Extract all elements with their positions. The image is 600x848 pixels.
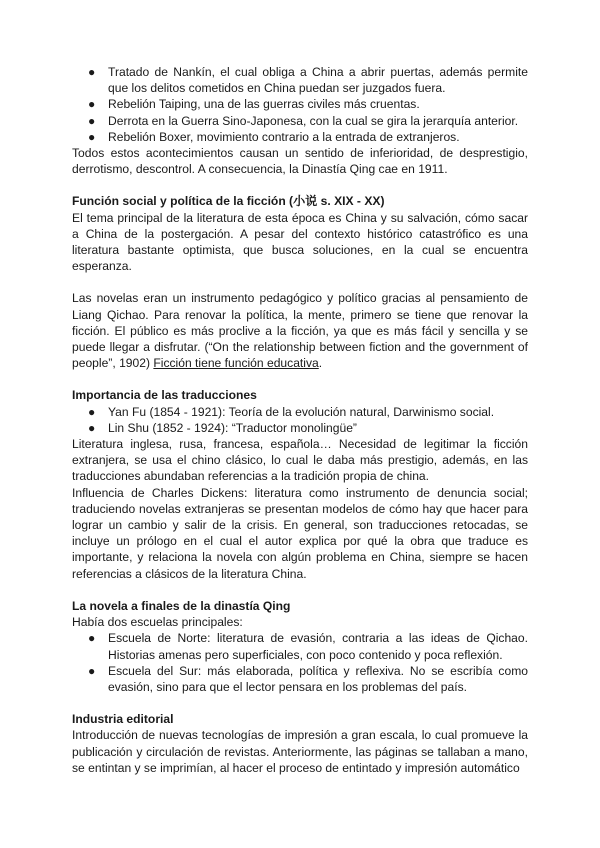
educational-function-link[interactable]: Ficción tiene función educativa — [153, 356, 319, 371]
bullet-icon: ● — [88, 420, 96, 435]
section-heading-translations: Importancia de las traducciones — [72, 388, 257, 403]
paragraph: Literatura inglesa, rusa, francesa, española… Necesidad de legitimar la ficción extranjera, se usa el chino clásico, lo cual le daba más prestigio, además, en las traducciones abundaban referencias a la tradición propia de china. — [72, 437, 528, 484]
list-item: ● Rebelión Boxer, movimiento contrario a la entrada de extranjeros. — [88, 129, 460, 144]
document-page — [72, 64, 528, 776]
bullet-icon: ● — [88, 65, 96, 79]
list-item: ● Escuela de Norte: literatura de evasión, contraria a las ideas de Qichao. Historias amenas pero superficiales, con poco contenido y poca reflexión. — [88, 631, 528, 662]
list-item: ● Escuela del Sur: más elaborada, política y reflexiva. No se escribía como evasión, sino para que el lector pensara en los problemas del país. — [88, 663, 528, 694]
bullet-icon: ● — [88, 631, 96, 646]
section-heading-fiction: Función social y política de la ficción (小说 s. XIX - XX) — [72, 194, 385, 209]
schools-list — [72, 630, 528, 695]
section-heading-publishing: Industria editorial — [72, 712, 174, 727]
paragraph: Influencia de Charles Dickens: literatura como instrumento de denuncia social; traduciendo novelas extranjeras se presentan modelos de cómo hay que hacer para lograr un cambio y salir de la crisis. En general, son traducciones retocadas, se incluye un prólogo en el cual el autor explica por qué la obra que traduce es importante, y relaciona la novela con algún problema en China, siempre se hacen referencias a clásicos de la literatura China. — [72, 485, 528, 581]
list-item: ● Tratado de Nankín, el cual obliga a China a abrir puertas, además permite que los delitos cometidos en China puedan ser juzgados fuera. — [88, 65, 528, 96]
paragraph: Introducción de nuevas tecnologías de impresión a gran escala, lo cual promueve la publicación y circulación de revistas. Anteriormente, las páginas se tallaban a mano, se entintan y se imprimían, al hacer el proceso de entintado y impresión automático — [72, 728, 528, 775]
bullet-icon: ● — [88, 113, 96, 128]
intro-paragraph: Todos estos acontecimientos causan un sentido de inferioridad, de desprestigio, derrotismo, descontrol. A consecuencia, la Dinastía Qing cae en 1911. — [72, 146, 528, 177]
list-item: ● Derrota en la Guerra Sino-Japonesa, con la cual se gira la jerarquía anterior. — [88, 113, 519, 128]
list-item: ● Lin Shu (1852 - 1924): “Traductor monolingüe” — [88, 420, 357, 435]
bullet-icon: ● — [88, 663, 96, 678]
paragraph: Había dos escuelas principales: — [72, 615, 243, 630]
translators-list — [72, 404, 528, 436]
paragraph: Las novelas eran un instrumento pedagógico y político gracias al pensamiento de Liang Qichao. Para renovar la política, la mente, primero se tiene que renovar la ficción. El público es más proclive a la ficción, ya que es más fácil y sencilla y se puede llegar a disfrutar. (“On the relationship between fiction and the government of people”, 1902) Ficción tiene función educativa. — [72, 291, 528, 371]
paragraph: El tema principal de la literatura de esta época es China y su salvación, cómo sacar a China de la postergación. A pesar del contexto histórico catastrófico es una literatura bastante optimista, que busca soluciones, en la cual se encuentra esperanza. — [72, 210, 528, 274]
bullet-icon: ● — [88, 404, 96, 419]
list-item: ● Yan Fu (1854 - 1921): Teoría de la evolución natural, Darwinismo social. — [88, 404, 495, 419]
intro-bullet-list — [72, 64, 528, 145]
bullet-icon: ● — [88, 129, 96, 144]
section-heading-qing-novel: La novela a finales de la dinastía Qing — [72, 598, 291, 613]
list-item: ● Rebelión Taiping, una de las guerras civiles más cruentas. — [88, 97, 420, 112]
bullet-icon: ● — [88, 97, 96, 112]
